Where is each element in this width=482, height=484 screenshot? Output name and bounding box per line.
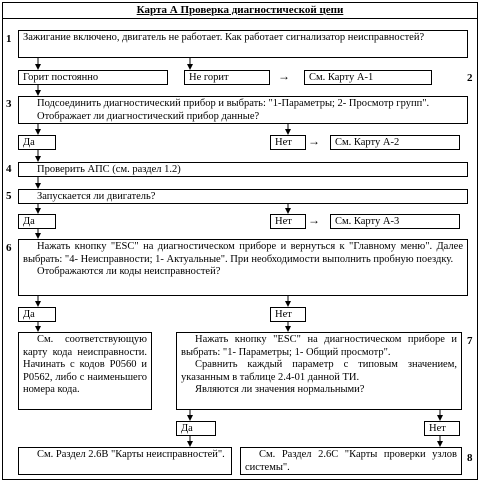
step-6-yes-label: Да	[23, 309, 35, 320]
step-6-number: 6	[6, 242, 12, 254]
step-8-left-box	[18, 447, 232, 475]
goto-card-a2	[330, 135, 460, 150]
step-6-line1: Нажать кнопку "ESC" на диагностическом приборе и вернуться к "Главному меню". Далее выбрать: "4- Неисправности; 1- Актуальные". При необходимости выполнить пробную поездку.	[23, 241, 463, 265]
step-5-number: 5	[6, 190, 12, 202]
goto-card-a3	[330, 214, 460, 229]
step-4-box	[18, 162, 468, 177]
step-7-yes-label: Да	[181, 423, 193, 434]
step-8-right-text: См. Раздел 2.6С "Карты проверки узлов системы".	[245, 449, 457, 473]
step-6-yes	[18, 307, 56, 322]
step-5-yes-label: Да	[23, 216, 35, 227]
step-3-box	[18, 96, 468, 124]
step-6-yes-result	[18, 332, 152, 410]
step-1-box	[18, 30, 468, 58]
step-5-no-label: Нет	[275, 216, 292, 227]
goto-card-a1-label: См. Карту А-1	[309, 72, 374, 83]
step-7-line1: Нажать кнопку "ESC" на диагностическом приборе и выбрать: "1- Параметры; 1- Общий просмотр".	[181, 334, 457, 358]
step-5-yes	[18, 214, 56, 229]
step-3-no	[270, 135, 306, 150]
step-6-no	[270, 307, 306, 322]
step-6-box	[18, 239, 468, 296]
step-5-text: Запускается ли двигатель?	[37, 191, 156, 202]
step-7-no-label: Нет	[429, 423, 446, 434]
step-6-line2: Отображаются ли коды неисправностей?	[37, 266, 221, 277]
step-3-line1: Подсоединить диагностический прибор и выбрать: "1-Параметры; 2- Просмотр групп".	[37, 98, 430, 109]
step-7-no	[424, 421, 460, 436]
goto-card-a3-label: См. Карту А-3	[335, 216, 400, 227]
option-lamp-on-label: Горит постоянно	[23, 72, 99, 83]
option-lamp-off	[184, 70, 270, 85]
arrow-right-icon: →	[278, 69, 290, 83]
page-title: Карта А Проверка диагностической цепи	[2, 2, 478, 19]
step-6-no-label: Нет	[275, 309, 292, 320]
step-7-line2: Сравнить каждый параметр с типовым значением, указанным в таблице 2.4-01 данной ТИ.	[181, 359, 457, 383]
step-7-number: 7	[467, 335, 473, 347]
step-5-no	[270, 214, 306, 229]
step-3-yes-label: Да	[23, 137, 35, 148]
goto-card-a1	[304, 70, 432, 85]
step-7-line3: Являются ли значения нормальными?	[195, 384, 365, 395]
step-3-no-label: Нет	[275, 137, 292, 148]
step-5-box	[18, 189, 468, 204]
option-lamp-on	[18, 70, 168, 85]
step-3-number: 3	[6, 98, 12, 110]
step-1-text: Зажигание включено, двигатель не работает. Как работает сигнализатор неисправностей?	[23, 32, 425, 43]
step-7-yes	[176, 421, 216, 436]
step-3-line2: Отображает ли диагностический прибор данные?	[37, 110, 260, 122]
option-lamp-off-label: Не горит	[189, 72, 229, 83]
step-4-number: 4	[6, 163, 12, 175]
step-3-yes	[18, 135, 56, 150]
arrow-right-icon: →	[308, 134, 320, 148]
step-8-right-box	[240, 447, 462, 475]
step-8-left-text: См. Раздел 2.6В "Карты неисправностей".	[37, 449, 225, 460]
arrow-right-icon: →	[308, 213, 320, 227]
step-1-number: 1	[6, 33, 12, 45]
step-7-box	[176, 332, 462, 410]
step-8-number: 8	[467, 452, 473, 464]
step-4-text: Проверить АПС (см. раздел 1.2)	[37, 164, 181, 175]
step-6-yes-result-text: См. соответствующую карту кода неисправности. Начинать с кодов Р0560 и Р0562, либо с наименьшего номера кода.	[23, 334, 147, 395]
step-2-number: 2	[467, 72, 473, 84]
goto-card-a2-label: См. Карту А-2	[335, 137, 400, 148]
